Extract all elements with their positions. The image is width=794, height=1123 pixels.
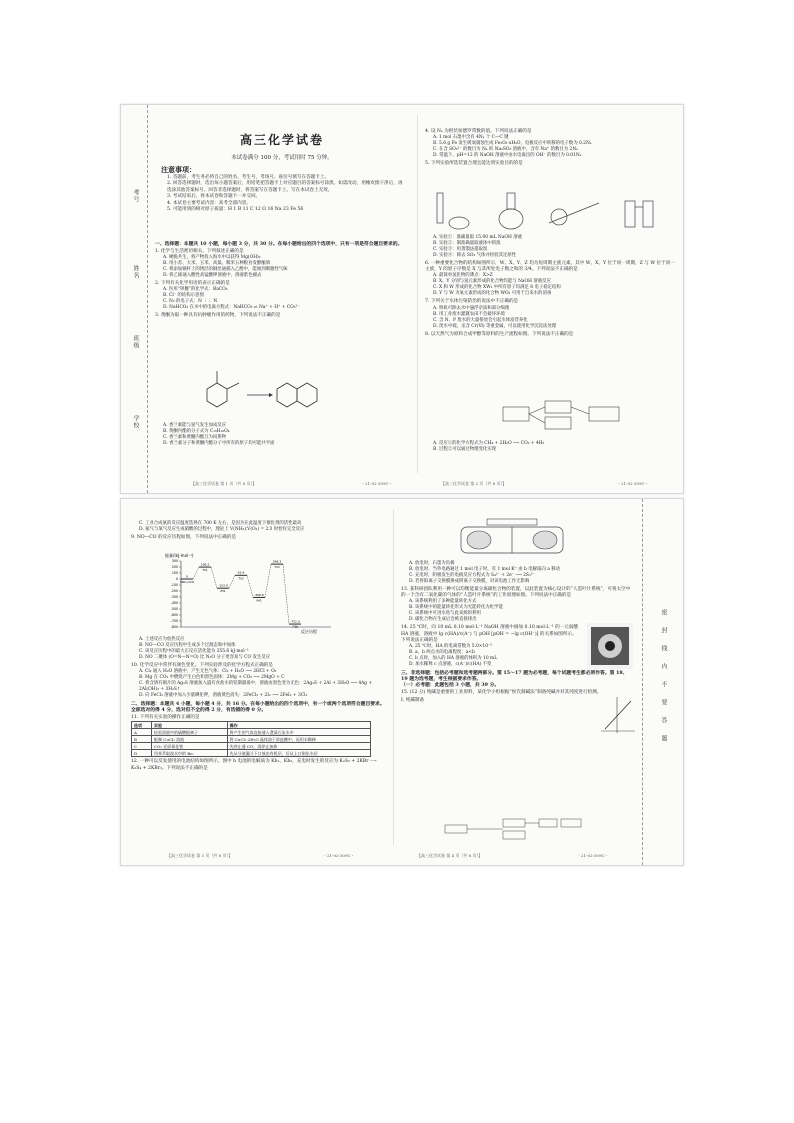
question-12-option: D. 若将阳离子交换膜换成阴离子交换膜，对该电池工作无影响 [409, 579, 530, 584]
chart-axes [171, 559, 331, 629]
table-cell: 配制 CuCl₂ 溶液 [152, 736, 228, 743]
chart-data-label: -751.0 [290, 619, 300, 624]
question-6-option: B. X、Y 分别与氢元素形成的化合物均能与 NaOH 溶液反应 [433, 279, 551, 285]
question-8: 8. 以天然气为原料合成甲醇等原料的生产流程如图。下列说法不正确的是 [425, 331, 574, 337]
binding-text: 要 [660, 699, 667, 706]
column-divider [393, 509, 394, 845]
soda-flow-figure [443, 817, 583, 841]
table-cell: 用苯萃取溴水中的 Br₂ [152, 750, 228, 757]
chart-category-label: 产物 [292, 625, 298, 630]
table-row [132, 736, 371, 743]
chart-category-label: TS1 [202, 568, 208, 573]
chart-x-axis-label: 反应历程 [301, 629, 317, 634]
exam-meta: 本试卷满分 100 分，考试用时 75 分钟。 [231, 155, 333, 161]
question-5-option: B. 实验②：制准确量取液体中的溴 [433, 241, 501, 246]
question-3-options [151, 423, 413, 447]
page-3-top-block [127, 521, 389, 541]
binding-label-name: 姓名 [132, 265, 139, 279]
question-14-option: B. a、b 两点水的电离程度：a<b [409, 650, 475, 656]
binding-text: 不 [660, 681, 667, 688]
chart-y-tick-label: 0 [175, 577, 178, 582]
page-1-footer: 【高三化学试卷 第 1 页（共 8 页）】 [191, 481, 257, 486]
process-flow-svg [501, 397, 621, 431]
table-cell: 先从分液漏斗下口放出有机层，后从上口倒出水层 [227, 750, 370, 757]
question-13-option: C. 该系统中可进水进与此来源的利用 [409, 611, 481, 617]
chart-y-tick-label: -500 [170, 607, 178, 612]
chart-connector [229, 575, 235, 588]
table-cell: A [132, 729, 152, 736]
question-2-option: A. 医用“钡餐”的化学式：BaCO₃ [163, 287, 228, 293]
leaf-system-svg [587, 623, 633, 669]
section-3-heading: 三、非选择题：包括必考题和选考题两部分。第 15～17 题为必考题，每个试题考生都必须作答。第 18、19 题为选考题，考生根据要求作答。 [401, 670, 628, 683]
question-13-option: D. 碳化合物在生成后会被直接排出 [409, 617, 477, 623]
question-1-option: A. 硬脆共生，将产物投入海水中以获得 Mg(OH)₂ [163, 255, 261, 261]
chart-connector [265, 564, 271, 597]
page-2-column [421, 105, 679, 493]
chart-connector [283, 564, 289, 624]
question-10-option: A. Cl₂ 通入 H₂O 溶液中，产生无色气体：Cl₂ + H₂O ⟶ 2HCl + O₂ [139, 669, 277, 675]
question-14-option: C. b 点时，加入的 HA 溶液的体积为 10 mL [409, 656, 498, 662]
chart-category-label: IM2 [256, 598, 262, 603]
question-1-option: B. 用小苏、大米、玉米、高粱、糯米五种粮食发酵酿酒 [163, 261, 271, 267]
section-1-block [151, 241, 413, 320]
table-cell: D [132, 750, 152, 757]
chart-y-tick-label: -200 [170, 589, 178, 594]
note-item: 1. 答题前，考生务必将自己的姓名、考生号、考场号、座位号填写在答题卡上。 [167, 175, 330, 180]
question-12: 12. 一种可以反复使用的电池结构如图所示，图中 b 电池的电解质为 Kb₁、Kb₂，充电时发生的反应为 K₂S₂ + 2KBr ⟶ K₂S₄ + 2KBr₃。下列说法不正确的是 [131, 759, 377, 771]
table-cell: 将产生的气体直接通入澄清石灰水中 [227, 729, 370, 736]
question-11: 11. 下列有关实验的操作正确的是 [131, 715, 200, 721]
question-1: 1. 化学与生活密切相关。下列叙述正确的是 [155, 249, 244, 254]
question-12-option: A. 放电时，石墨为负极 [409, 561, 455, 566]
question-6: 6. 一种重要化合物的结构如图所示，W、X、Y、Z 均为短周期主族元素，其中 W、X、Y 位于同一周期，Z 与 W 位于同一主族，Y 的原子序数是 X 与其所处电子数之和的 3/4。下列说法不正确的是 [425, 261, 675, 273]
questions-9-10-block [127, 637, 389, 772]
binding-strip-left [121, 105, 148, 493]
energy-profile-svg [151, 551, 341, 635]
binding-text: 题 [660, 735, 667, 742]
question-6-option: A. 最简单氢化物的沸点：X>Z [433, 273, 493, 279]
binding-strip-right [642, 499, 683, 865]
chart-y-tick-label: -800 [170, 625, 178, 630]
chart-y-tick-label: -300 [170, 595, 178, 600]
chart-data-label: 62.4 [237, 570, 245, 575]
column-divider [417, 115, 418, 473]
battery-diagram [457, 517, 567, 557]
page-4-column [397, 499, 637, 865]
chart-category-label: IM1 [220, 589, 226, 594]
chart-category-label: 2NO+2CO [179, 580, 195, 584]
page-4-footer: 【高三化学试卷 第 4 页（共 8 页）】 [417, 853, 483, 858]
question-7-option: C. 含 N、P 废水的大量排放会引起水体富营养化 [433, 317, 528, 323]
table-header: 选项 [132, 722, 152, 729]
question-8-option: D. 氨气与氧气反应生成硝酸的过程中，理论上 V(NH₃)∶V(O₂) = 2∶3 时恰好完全反应 [139, 527, 305, 532]
question-2: 2. 下列有关化学用语的表示正确的是 [155, 281, 230, 287]
chart-connector [211, 567, 217, 588]
question-13-option: A. 该系统利用了多种能量转化方式 [409, 599, 477, 605]
question-9-option: D. NO 二聚体 (O=N—N=O) 比 N₂O 分子更容易与 CO 发生反应 [139, 655, 271, 660]
lab-apparatus-svg [429, 189, 665, 233]
question-12-option: C. 充电时，阴极发生的电极反应方程式为 S₄²⁻ + 2e⁻ ⟶ 2S₂²⁻ [409, 573, 535, 578]
question-1-option: D. 将乙烯通入酸性高锰酸钾溶液中，溶液紫色褪去 [163, 273, 262, 279]
molecule-structure-figure [187, 359, 337, 419]
energy-profile-chart [151, 551, 341, 635]
question-13: 13. 某科研团队利用一种可以均衡能量分离碳化合物的装置，以此装置为核心设计的“人造叶片系统”，可将太空中的一个含有二氧化碳的气体的“人造叶片系统”的工作原理如图。下列说法中正确的是 [401, 587, 631, 599]
question-6-option: D. Y 与 W 为氧元素形成的化合物 WO₂ 可用于自来水的消毒 [433, 291, 552, 297]
table-cell: 将 CuCl₂·2H₂O 晶体溶于浓盐酸中，再用水稀释 [227, 736, 370, 743]
question-3-option: D. 香兰素分子和黄酮内酯分子中所有的原子均可能共平面 [163, 441, 275, 446]
chart-data-label: -306.6 [254, 592, 264, 597]
experiment-table [131, 721, 371, 757]
table-cell: 检验溶液中的硫酸根离子 [152, 729, 228, 736]
note-item: 4. 本试卷主要考试内容：高考全部内容。 [167, 200, 251, 206]
question-3: 3. 黄酮为取一种具有抗肿瘤作用的药物，下列说法不正确的是 [155, 313, 281, 319]
question-4-option: D. 常温下，pH=12 的 NaOH 溶液中由水电离出的 OH⁻ 的数目为 0.01Nₐ [433, 153, 582, 159]
question-8-option: B. 过程②可以通过物理变化实现 [433, 447, 497, 452]
question-8-option: A. 反应①的化学方程式为 CH₄ + 2H₂O ⟶ CO₂ + 4H₂ [433, 441, 545, 446]
question-9-option: C. 该反应历程中的最大正反应活化能为 355.6 kJ·mol⁻¹ [139, 649, 249, 654]
chart-data-label: -153.0 [218, 583, 228, 588]
page-3-column [127, 499, 389, 865]
table-cell: C [132, 743, 152, 750]
binding-text: 密 [660, 609, 667, 616]
question-2-option: C. N₂ 的电子式：N ⋮⋮ N [163, 299, 218, 305]
chart-data-label: 199.2 [200, 562, 210, 567]
question-9-option: A. 上述反应为放热反应 [139, 637, 185, 642]
questions-4-5-block [421, 127, 679, 167]
note-item: 3. 考试结束后，将本试卷和答题卡一并交回。 [167, 194, 261, 200]
binding-label-class: 班级 [132, 335, 139, 349]
table-row [132, 750, 371, 757]
table-cell: B [132, 736, 152, 743]
question-14-option: D. 加水稀释 c 点溶液，c(A⁻)/c(HA) 不变 [409, 662, 492, 668]
chart-y-tick-label: -700 [170, 619, 178, 624]
titration-graph-svg [597, 695, 637, 735]
section-1-heading: 一、选择题：本题共 10 小题，每小题 3 分，共 30 分。在每小题给出的四个选项中，只有一项是符合题目要求的。 [155, 241, 403, 247]
binding-text: 封 [660, 627, 667, 634]
page-2-footer-code: ・21-02-309C・ [617, 481, 649, 486]
questions-5-8-block [421, 235, 679, 338]
leaf-system-figure [587, 623, 633, 669]
question-12-option: B. 放电时，当外电路通过 1 mol 电子时，有 1 mol K⁺ 由 b 电解质向 a 移动 [409, 567, 561, 572]
question-10: 10. 化学反应中常伴有颜色变化。下列实验涉及的化学方程式正确的是 [131, 663, 273, 668]
question-9: 9. NO—CO 的反应历程如图，下列说法中正确的是 [131, 535, 237, 540]
notes-list [167, 175, 407, 213]
binding-label-exam-no: 考号 [132, 189, 139, 203]
page-3-footer: 【高三化学试卷 第 3 页（共 8 页）】 [167, 853, 233, 858]
question-10-option: B. Mg 在 CO₂ 中燃烧产生白色和黑色固体：2Mg + CO₂ ⟶ 2MgO + C [139, 675, 285, 681]
table-cell: 先停止通 CO，再停止加热 [227, 743, 370, 750]
binding-text: 内 [660, 663, 667, 670]
question-5-option: A. 实验①：准确量取 15.00 mL NaOH 溶液 [433, 235, 522, 240]
question-2-option: D. NaHCO₃ 在水中的电离方程式：NaHCO₃ ⇌ Na⁺ + H⁺ + CO₃²⁻ [163, 305, 300, 311]
section-2-heading: 二、选择题：本题共 4 小题，每小题 4 分，共 16 分。在每小题给出的四个选项中，有一个或两个选项符合题目要求。全部选对的得 4 分，选对但不全的得 2 分，有选错的得 0 分。 [131, 701, 385, 714]
page-1-footer-code: ・21-02-309C・ [361, 481, 393, 486]
soda-flow-svg [443, 817, 583, 841]
chart-data-label: 248.3 [272, 559, 282, 564]
binding-label-school: 学校 [132, 415, 139, 429]
chart-y-tick-label: -400 [170, 601, 178, 606]
question-7: 7. 下列关于水体污染防治的说法中不正确的是 [425, 299, 519, 305]
chart-y-tick-label: 100 [171, 571, 178, 576]
question-5: 5. 下列实验所选装置合理且能达到实验目的的是 [425, 161, 523, 167]
battery-svg [457, 517, 567, 557]
table-header: 操作 [227, 722, 370, 729]
chart-marks [180, 560, 301, 630]
question-9-option: B. NO—CO 反应历程中生成多个过渡态和中间体 [139, 643, 236, 648]
question-1-option: C. 将添加铜杆上的锈层的铜丝通插入乙醇中，能闻到刺激性气味 [163, 267, 288, 273]
question-4: 4. 设 Nₐ 为阿伏加德罗常数的值。下列说法正确的是 [425, 129, 532, 134]
molecule-structure-svg [187, 359, 337, 419]
chart-category-label: TS3 [274, 565, 280, 570]
question-14: 14. 25 ℃时，向 10 mL 0.10 mol·L⁻¹ NaOH 溶液中滴加 0.10 mol·L⁻¹ 的一元弱酸 HA 溶液，溶液中 lg c(HA)/c(A⁻) 与 pOH [pOH = −lg c(OH⁻)] 的关系如图所示。下列说法正确的是 [401, 625, 579, 643]
binding-text: 答 [660, 717, 667, 724]
question-3-option: A. 香兰素能与氢气发生加成反应 [163, 423, 227, 428]
question-14-option: A. 25 ℃时，HA 的电离常数为 5.0×10⁻⁵ [409, 644, 493, 650]
question-3-option: C. 香兰素和黄酮内酯互为同系物 [163, 435, 227, 440]
process-flow-figure [501, 397, 621, 431]
chart-y-tick-label: 200 [171, 565, 178, 570]
question-3-option: B. 黄酮内酯的分子式为 C₁₅H₁₀O₄ [163, 429, 230, 434]
binding-text: 线 [660, 645, 667, 652]
lab-apparatus-figure [429, 189, 665, 233]
chart-y-tick-label: 300 [171, 559, 178, 564]
notes-heading: 注意事项： [161, 165, 196, 174]
question-15: 15. (12 分) 纯碱是重要的工业原料，某化学小组根据“侯氏制碱法”制备纯碱并对其纯度进行检测。 [401, 690, 602, 696]
question-7-option: D. 废水中硫、汞含 Cr(Ⅵ) 等重金属，可以使用化学沉淀法处理 [433, 323, 557, 329]
exam-page-3-4 [120, 498, 684, 866]
question-15-part: Ⅰ. 纯碱制备 [401, 698, 425, 704]
table-header: 实验 [152, 722, 228, 729]
note-item: 5. 可能用到的相对原子质量：H 1 B 11 C 12 O 16 Na 23 Fe 56 [167, 207, 304, 213]
page-3-footer-code: ・21-02-309C・ [323, 853, 355, 858]
chart-category-label: TS2 [238, 576, 244, 581]
question-4-option: B. 5.6 g Fe 发生吸氧腐蚀生成 Fe₂O₃·xH₂O，电极反应中转移的电子数为 0.2Nₐ [433, 141, 592, 147]
chart-y-tick-label: -600 [170, 613, 178, 618]
exam-page-1-2 [120, 104, 684, 494]
table-row [132, 729, 371, 736]
table-cell: CO₂ 还原氧化铁 [152, 743, 228, 750]
question-7-option: B. 用工业废水灌溉农田不会破坏环境 [433, 311, 505, 317]
note-item: 2. 回答选择题时，选出每小题答案后，用铅笔把答题卡上对应题目的答案标号涂黑。如需改动，用橡皮擦干净后，再选涂其他答案标号。回答非选择题时，将答案写在答题卡上。写在本试卷上无效。 [167, 181, 403, 193]
chart-data-label: 0 [186, 574, 188, 579]
chart-title: 能量/(kJ·mol⁻¹) [165, 553, 194, 558]
subsection-heading: （一）必考题：此题包括 3 小题，共 39 分。 [401, 682, 500, 689]
question-8-options [421, 441, 679, 453]
question-2-option: B. Cl⁻ 的结构示意图 [163, 293, 204, 299]
table-row [132, 743, 371, 750]
question-5-option: D. 实验④：除去 SO₂ 气体并检验其还原性 [433, 253, 517, 258]
question-13-option: B. 该系统中的能量转化形式为光能转化为化学能 [409, 605, 503, 611]
question-8-option: C. 工业合成氨的反应温度选择在 700 K 左右，是因为在此温度下催化剂的活性最高 [139, 521, 302, 526]
question-4-option: A. 1 mol 石墨中含有 4Nₐ 个 C—C 键 [433, 135, 509, 141]
chart-connector [247, 575, 253, 597]
page-1-column [151, 105, 413, 493]
titration-graph-figure [597, 695, 637, 735]
question-6-option: C. X 和 W 形成的化合物 XW₂ 中所有原子均满足 8 电子稳定结构 [433, 285, 561, 291]
table-header-row [132, 722, 371, 729]
exam-title: 高三化学试卷 [239, 133, 324, 147]
question-10-option: C. 将含溶有铜片的 Ag₂S 溶液加入盛有食盐水的铝制器皿中，溶液由黑色变为无色：2Ag₂S + 2Al + 3H₂O ⟶ 4Ag + 2Al(OH)₃ + 3H₂S↑ [139, 681, 373, 693]
chart-y-tick-label: -100 [170, 583, 178, 588]
question-7-option: A. 明矾可除去水中悬浮杂质和部分细菌 [433, 305, 510, 311]
chart-connector [193, 567, 199, 579]
question-5-option: C. 实验③：用蒸馏法提取溴 [433, 247, 488, 252]
question-10-option: D. 向 FeCl₃ 溶液中加入少量碘化钾，溶液黄色消失：2FeCl₃ + 2I₂ ⟶ 2FeI₂ + 3Cl₂ [139, 693, 308, 699]
page-2-footer: 【高三化学试卷 第 2 页（共 8 页）】 [441, 481, 507, 486]
page-4-footer-code: ・21-02-309C・ [577, 853, 609, 858]
question-4-option: C. 在含 SO₃²⁻ 的数目为 Nₐ 的 Na₂SO₃ 溶液中，含有 Na⁺ 的数目为 2Nₐ [433, 147, 578, 153]
